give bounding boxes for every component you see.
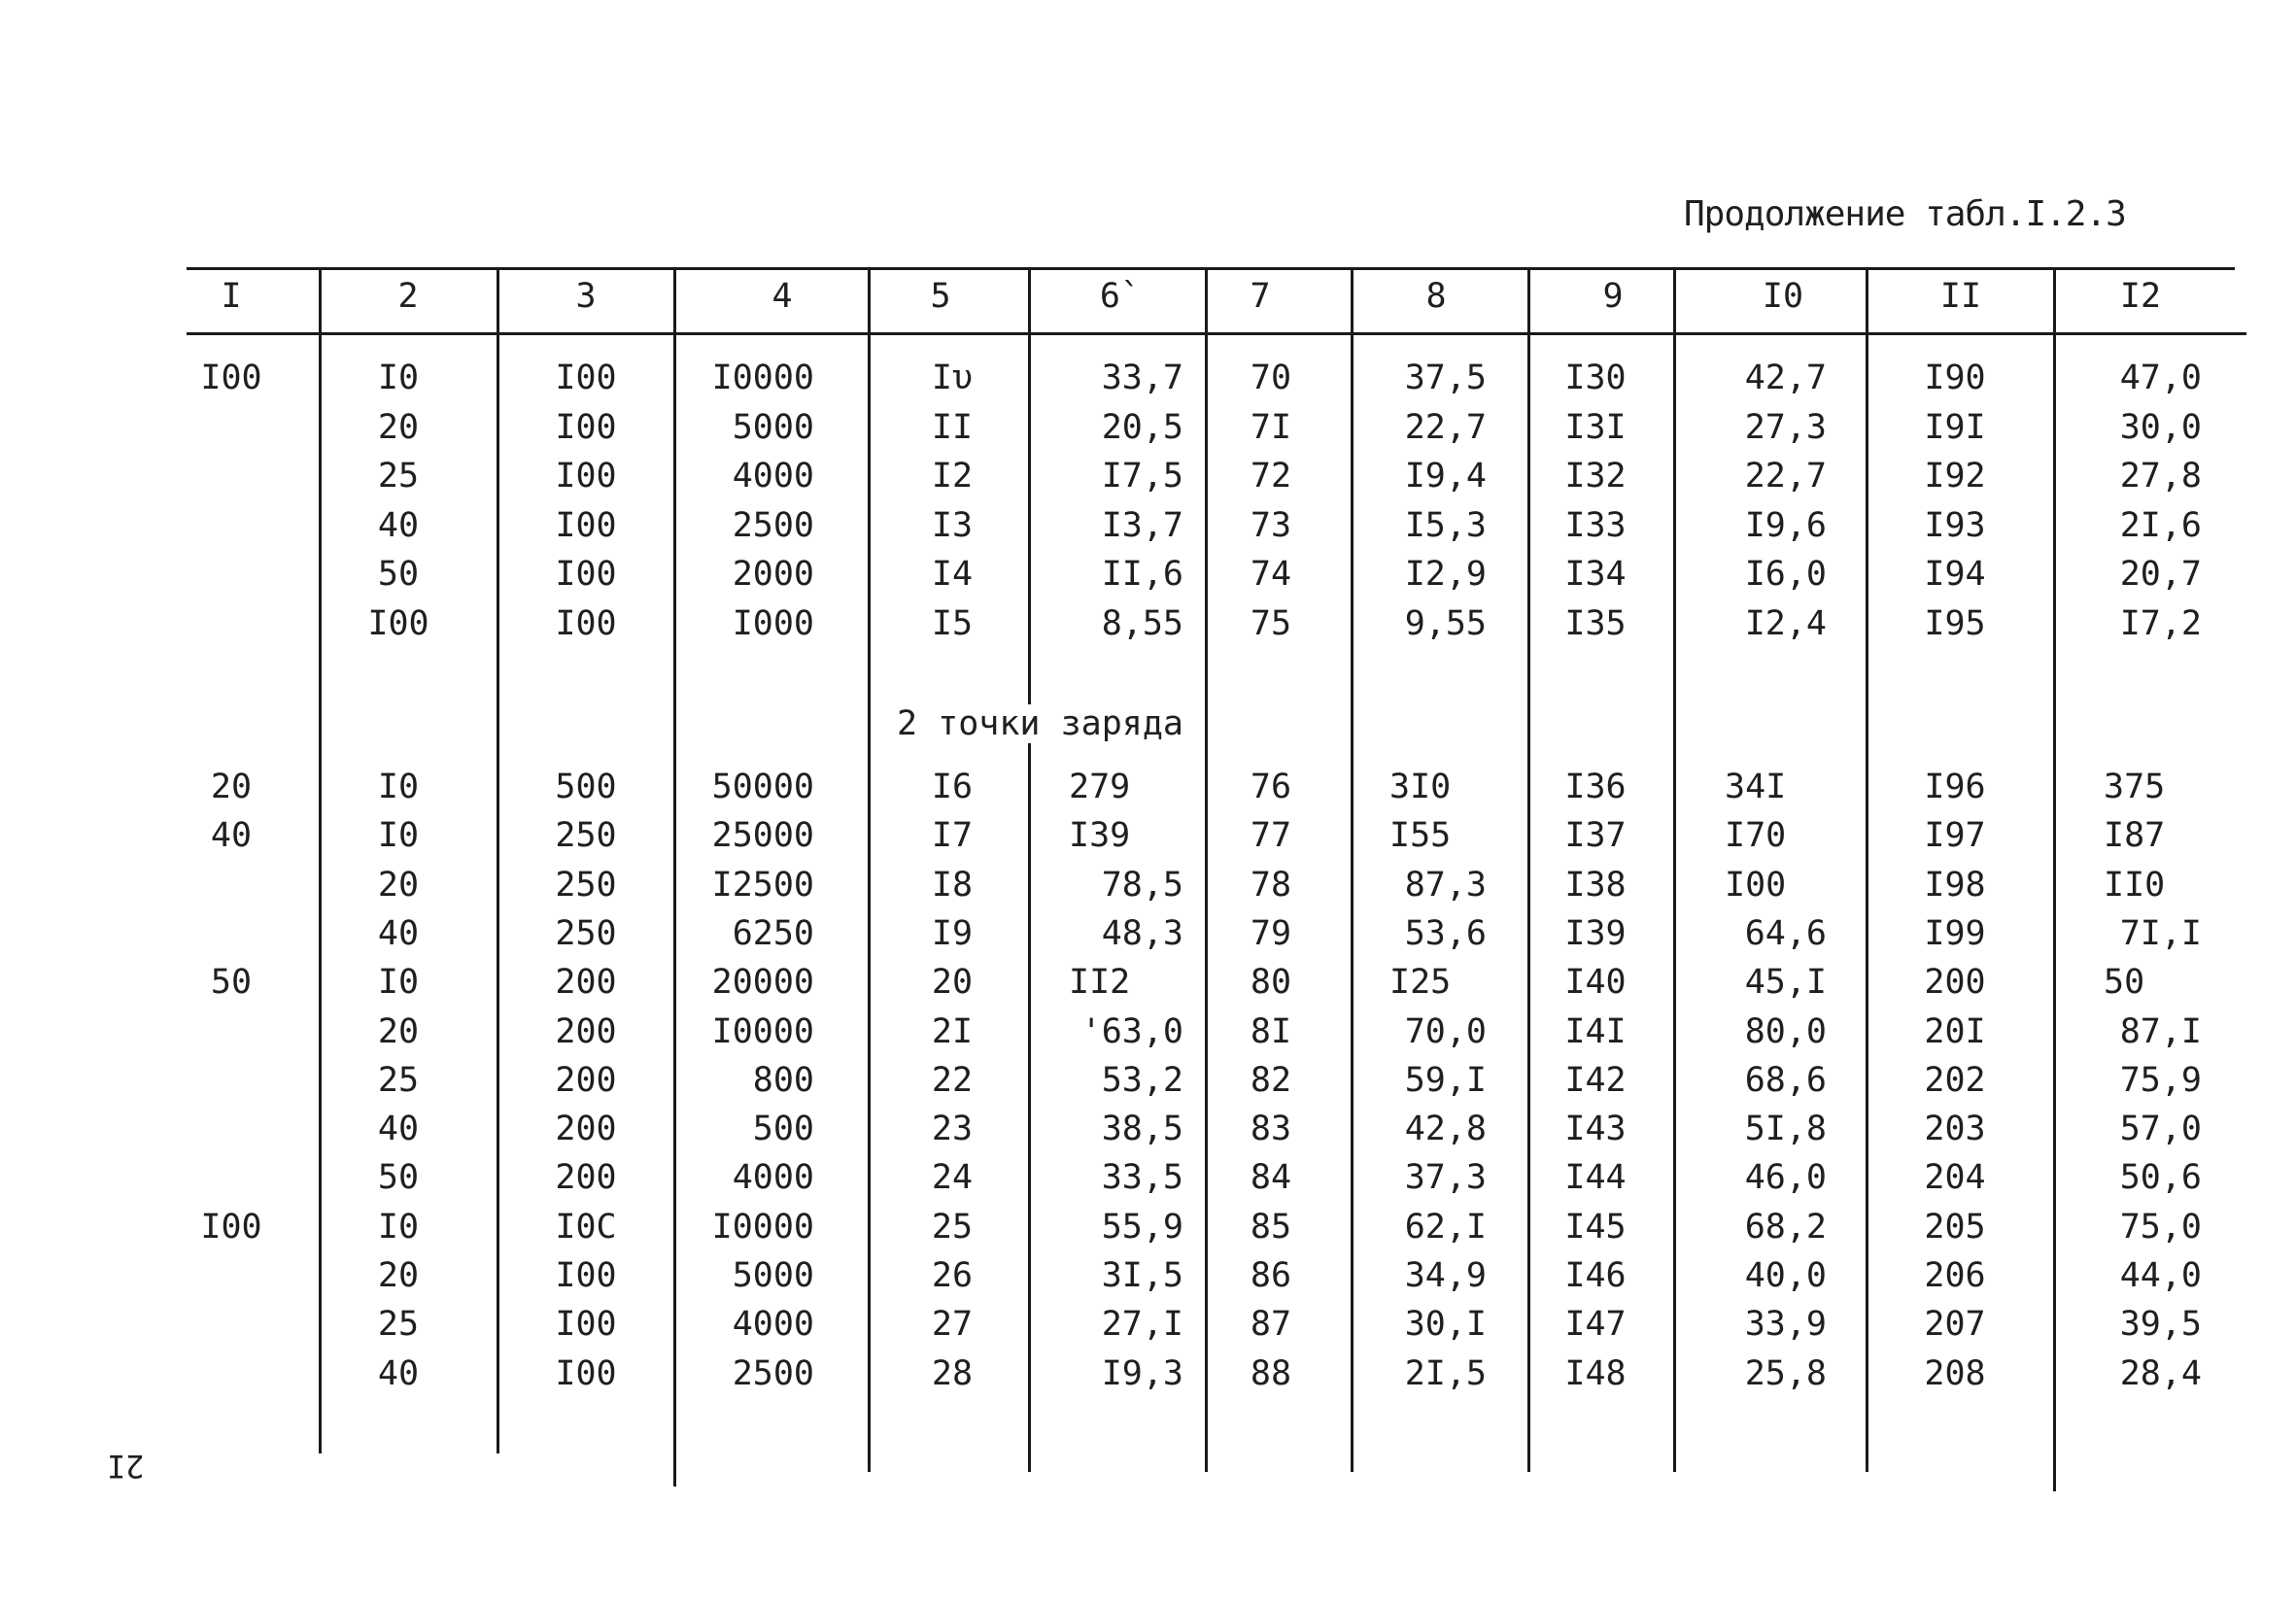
table-cell: 82 — [1250, 1060, 1292, 1100]
table-cell: I4 — [931, 555, 974, 595]
table-cell: I4I — [1564, 1011, 1627, 1051]
table-cell: 2000 — [732, 555, 814, 595]
table-cell: 80,0 — [1744, 1011, 1827, 1051]
table-cell: I00 — [555, 1256, 617, 1295]
table-cell: 25 — [931, 1207, 974, 1247]
table-cell: I6,0 — [1744, 555, 1827, 595]
table-cell: I0 — [377, 1207, 420, 1247]
table-cell: 375 — [2104, 768, 2166, 806]
table-cell: 25000 — [711, 816, 814, 856]
table-cell: 40 — [377, 1110, 420, 1149]
table-cell: I3,7 — [1101, 505, 1183, 545]
table-cell: I00 — [367, 604, 429, 643]
table-cell: I40 — [1564, 963, 1627, 1003]
table-cell: I000 — [732, 604, 814, 643]
table-cell: I45 — [1564, 1207, 1627, 1247]
table-cell: I99 — [1924, 913, 1986, 953]
column-divider — [1527, 267, 1530, 1472]
table-cell: I33 — [1564, 505, 1627, 545]
table-cell: I38 — [1564, 865, 1627, 905]
table-cell: 75,9 — [2119, 1060, 2202, 1100]
table-cell: 50 — [377, 1158, 420, 1198]
column-divider — [497, 267, 499, 1453]
table-cell: I3 — [931, 505, 974, 545]
table-cell: I7,2 — [2119, 604, 2202, 643]
table-cell: 84 — [1250, 1158, 1292, 1198]
column-header: 6` — [1099, 277, 1142, 316]
table-cell: 55,9 — [1101, 1207, 1183, 1247]
table-cell: I87 — [2104, 816, 2166, 856]
table-cell: 8,55 — [1101, 604, 1183, 643]
table-cell: 38,5 — [1101, 1110, 1183, 1149]
table-cell: I00 — [200, 359, 262, 397]
table-cell: 70 — [1250, 359, 1292, 397]
table-cell: 200 — [555, 1060, 617, 1100]
table-cell: I92 — [1924, 457, 1986, 496]
table-cell: I0 — [377, 963, 420, 1003]
table-cell: 5I,8 — [1744, 1110, 1827, 1149]
table-cell: 45,I — [1744, 963, 1827, 1003]
table-cell: 34,9 — [1404, 1256, 1487, 1295]
column-header: II — [1939, 277, 1982, 316]
table-cell: I00 — [555, 407, 617, 447]
table-cell: 40 — [377, 505, 420, 545]
table-cell: I34 — [1564, 555, 1627, 595]
table-cell: 75 — [1250, 604, 1292, 643]
table-cell: 83 — [1250, 1110, 1292, 1149]
table-cell: I5 — [931, 604, 974, 643]
table-cell: 27,I — [1101, 1305, 1183, 1345]
table-cell: I9 — [931, 913, 974, 953]
header-bottom-rule — [187, 332, 2246, 335]
table-cell: 206 — [1924, 1256, 1986, 1295]
table-cell: 202 — [1924, 1060, 1986, 1100]
column-header: I2 — [2119, 277, 2162, 316]
table-cell: 68,2 — [1744, 1207, 1827, 1247]
header-top-rule — [187, 267, 2235, 270]
table-cell: 20,7 — [2119, 555, 2202, 595]
table-cell: I44 — [1564, 1158, 1627, 1198]
table-cell: 50,6 — [2119, 1158, 2202, 1198]
table-cell: 205 — [1924, 1207, 1986, 1247]
table-cell: 39,5 — [2119, 1305, 2202, 1345]
table-cell: 87,3 — [1404, 865, 1487, 905]
table-cell: 8I — [1250, 1011, 1292, 1051]
table-cell: 37,5 — [1404, 359, 1487, 397]
table-cell: 25 — [377, 1060, 420, 1100]
table-cell: 27,8 — [2119, 457, 2202, 496]
table-cell: I70 — [1725, 816, 1787, 856]
column-divider — [868, 267, 871, 1472]
table-cell: I00 — [555, 505, 617, 545]
table-cell: 68,6 — [1744, 1060, 1827, 1100]
table-cell: 3I0 — [1389, 768, 1452, 806]
table-cell: 250 — [555, 913, 617, 953]
column-divider — [319, 267, 322, 1453]
table-cell: I98 — [1924, 865, 1986, 905]
table-cell: II2 — [1069, 963, 1131, 1003]
table-cell: I9,4 — [1404, 457, 1487, 496]
table-cell: 42,7 — [1744, 359, 1827, 397]
table-cell: I00 — [555, 1353, 617, 1393]
table-cell: I32 — [1564, 457, 1627, 496]
table-cell: 23 — [931, 1110, 974, 1149]
column-header: 2 — [397, 277, 419, 316]
table-cell: I47 — [1564, 1305, 1627, 1345]
table-cell: 79 — [1250, 913, 1292, 953]
table-cell: 200 — [555, 1011, 617, 1051]
table-cell: I9I — [1924, 407, 1986, 447]
table-cell: I0000 — [711, 359, 814, 397]
table-cell: 53,2 — [1101, 1060, 1183, 1100]
table-cell: 30,I — [1404, 1305, 1487, 1345]
table-cell: 4000 — [732, 1158, 814, 1198]
table-cell: 50 — [2104, 963, 2145, 1003]
table-cell: 20 — [210, 768, 253, 806]
table-cell: I2,9 — [1404, 555, 1487, 595]
table-cell: 2I — [931, 1011, 974, 1051]
table-cell: 2I,6 — [2119, 505, 2202, 545]
table-cell: I0 — [377, 359, 420, 397]
column-header: I0 — [1762, 277, 1804, 316]
table-cell: I94 — [1924, 555, 1986, 595]
table-cell: 24 — [931, 1158, 974, 1198]
table-cell: 85 — [1250, 1207, 1292, 1247]
column-header: 7 — [1250, 277, 1271, 316]
table-cell: I3I — [1564, 407, 1627, 447]
table-cell: 2I,5 — [1404, 1353, 1487, 1393]
table-cell: 200 — [555, 963, 617, 1003]
table-cell: 40,0 — [1744, 1256, 1827, 1295]
table-cell: 40 — [377, 913, 420, 953]
table-cell: I42 — [1564, 1060, 1627, 1100]
table-cell: 4000 — [732, 1305, 814, 1345]
column-header: 5 — [930, 277, 951, 316]
table-cell: 5000 — [732, 407, 814, 447]
table-cell: 500 — [555, 768, 617, 806]
table-cell: I00 — [555, 359, 617, 397]
table-cell: 2500 — [732, 1353, 814, 1393]
table-cell: 22 — [931, 1060, 974, 1100]
table-cell: I96 — [1924, 768, 1986, 806]
table-cell: '63,0 — [1080, 1011, 1183, 1051]
page-number: 2I — [107, 1448, 145, 1485]
table-cell: 40 — [210, 816, 253, 856]
table-cell: 87 — [1250, 1305, 1292, 1345]
table-cell: 7I,I — [2119, 913, 2202, 953]
column-divider — [1351, 267, 1354, 1472]
table-cell: 87,I — [2119, 1011, 2202, 1051]
table-cell: 37,3 — [1404, 1158, 1487, 1198]
table-caption: Продолжение табл.I.2.3 — [1684, 194, 2126, 234]
column-header: 8 — [1425, 277, 1447, 316]
table-cell: 20 — [377, 865, 420, 905]
table-cell: 53,6 — [1404, 913, 1487, 953]
table-cell: I00 — [555, 457, 617, 496]
table-cell: 22,7 — [1744, 457, 1827, 496]
table-cell: Iυ — [931, 359, 974, 397]
table-cell: 9,55 — [1404, 604, 1487, 643]
table-cell: 27,3 — [1744, 407, 1827, 447]
table-cell: 73 — [1250, 505, 1292, 545]
table-cell: 70,0 — [1404, 1011, 1487, 1051]
table-cell: I0 — [377, 816, 420, 856]
table-cell: I6 — [931, 768, 974, 806]
table-cell: 207 — [1924, 1305, 1986, 1345]
table-cell: 34I — [1725, 768, 1787, 806]
table-cell: 208 — [1924, 1353, 1986, 1393]
table-cell: II,6 — [1101, 555, 1183, 595]
table-cell: I7,5 — [1101, 457, 1183, 496]
table-cell: I0C — [555, 1207, 617, 1247]
table-cell: I36 — [1564, 768, 1627, 806]
table-cell: 28,4 — [2119, 1353, 2202, 1393]
table-cell: 76 — [1250, 768, 1292, 806]
table-cell: 250 — [555, 816, 617, 856]
table-cell: 46,0 — [1744, 1158, 1827, 1198]
column-header: I — [221, 277, 242, 316]
table-cell: I00 — [1725, 865, 1787, 905]
table-cell: 50 — [210, 963, 253, 1003]
table-cell: 7I — [1250, 407, 1292, 447]
table-cell: I8 — [931, 865, 974, 905]
table-cell: I9,6 — [1744, 505, 1827, 545]
table-cell: 75,0 — [2119, 1207, 2202, 1247]
table-cell: 203 — [1924, 1110, 1986, 1149]
table-cell: 200 — [1924, 963, 1986, 1003]
column-divider — [1673, 267, 1676, 1472]
table-cell: 200 — [555, 1110, 617, 1149]
table-cell: 50 — [377, 555, 420, 595]
table-cell: I00 — [555, 555, 617, 595]
table-cell: 2500 — [732, 505, 814, 545]
table-cell: I2,4 — [1744, 604, 1827, 643]
table-cell: I43 — [1564, 1110, 1627, 1149]
table-cell: 57,0 — [2119, 1110, 2202, 1149]
column-divider — [1205, 267, 1208, 1472]
table-cell: I5,3 — [1404, 505, 1487, 545]
table-cell: I95 — [1924, 604, 1986, 643]
table-cell: 25 — [377, 1305, 420, 1345]
table-cell: II — [931, 407, 974, 447]
table-cell: 44,0 — [2119, 1256, 2202, 1295]
table-cell: 204 — [1924, 1158, 1986, 1198]
table-cell: 86 — [1250, 1256, 1292, 1295]
table-cell: 20 — [377, 1256, 420, 1295]
table-cell: 77 — [1250, 816, 1292, 856]
table-cell: I90 — [1924, 359, 1986, 397]
table-cell: 42,8 — [1404, 1110, 1487, 1149]
table-cell: 5000 — [732, 1256, 814, 1295]
table-cell: 26 — [931, 1256, 974, 1295]
table-cell: I2 — [931, 457, 974, 496]
table-cell: 500 — [752, 1110, 814, 1149]
table-cell: 3I,5 — [1101, 1256, 1183, 1295]
column-header: 3 — [575, 277, 597, 316]
table-cell: I2500 — [711, 865, 814, 905]
column-header: 9 — [1602, 277, 1624, 316]
table-cell: 78,5 — [1101, 865, 1183, 905]
table-cell: 47,0 — [2119, 359, 2202, 397]
table-cell: I97 — [1924, 816, 1986, 856]
table-cell: I93 — [1924, 505, 1986, 545]
table-cell: 279 — [1069, 768, 1131, 806]
table-cell: I35 — [1564, 604, 1627, 643]
table-cell: I25 — [1389, 963, 1452, 1003]
table-cell: I39 — [1069, 816, 1131, 856]
table-cell: I0000 — [711, 1207, 814, 1247]
table-cell: 6250 — [732, 913, 814, 953]
column-divider — [2053, 267, 2056, 1491]
table-cell: 20I — [1924, 1011, 1986, 1051]
table-cell: I00 — [200, 1207, 262, 1247]
table-cell: I00 — [555, 604, 617, 643]
table-cell: 25 — [377, 457, 420, 496]
table-cell: 40 — [377, 1353, 420, 1393]
table-cell: 800 — [752, 1060, 814, 1100]
table-cell: 22,7 — [1404, 407, 1487, 447]
table-cell: 28 — [931, 1353, 974, 1393]
table-cell: 20,5 — [1101, 407, 1183, 447]
table-cell: 78 — [1250, 865, 1292, 905]
table-cell: 25,8 — [1744, 1353, 1827, 1393]
table-cell: I7 — [931, 816, 974, 856]
table-cell: 33,5 — [1101, 1158, 1183, 1198]
table-cell: II0 — [2104, 865, 2166, 905]
table-cell: 20000 — [711, 963, 814, 1003]
table-cell: 88 — [1250, 1353, 1292, 1393]
table-cell: 27 — [931, 1305, 974, 1345]
table-cell: I39 — [1564, 913, 1627, 953]
table-cell: 250 — [555, 865, 617, 905]
table-cell: 20 — [377, 1011, 420, 1051]
table-cell: 59,I — [1404, 1060, 1487, 1100]
column-divider — [1028, 267, 1031, 1472]
table-cell: 4000 — [732, 457, 814, 496]
table-cell: 20 — [931, 963, 974, 1003]
section-title: 2 точки заряда — [893, 704, 1187, 743]
table-cell: 33,9 — [1744, 1305, 1827, 1345]
table-cell: 50000 — [711, 768, 814, 806]
table-cell: I30 — [1564, 359, 1627, 397]
table-cell: 200 — [555, 1158, 617, 1198]
column-header: 4 — [771, 277, 793, 316]
table-cell: 80 — [1250, 963, 1292, 1003]
table-cell: I0000 — [711, 1011, 814, 1051]
table-cell: I0 — [377, 768, 420, 806]
table-cell: I00 — [555, 1305, 617, 1345]
table-cell: 72 — [1250, 457, 1292, 496]
table-cell: 74 — [1250, 555, 1292, 595]
table-cell: I37 — [1564, 816, 1627, 856]
table-cell: 30,0 — [2119, 407, 2202, 447]
table-cell: 33,7 — [1101, 359, 1183, 397]
table-cell: I9,3 — [1101, 1353, 1183, 1393]
table-cell: I55 — [1389, 816, 1452, 856]
table-cell: I48 — [1564, 1353, 1627, 1393]
table-cell: 20 — [377, 407, 420, 447]
table-cell: I46 — [1564, 1256, 1627, 1295]
column-divider — [673, 267, 676, 1486]
table-cell: 48,3 — [1101, 913, 1183, 953]
table-cell: 64,6 — [1744, 913, 1827, 953]
column-divider — [1866, 267, 1868, 1472]
table-cell: 62,I — [1404, 1207, 1487, 1247]
